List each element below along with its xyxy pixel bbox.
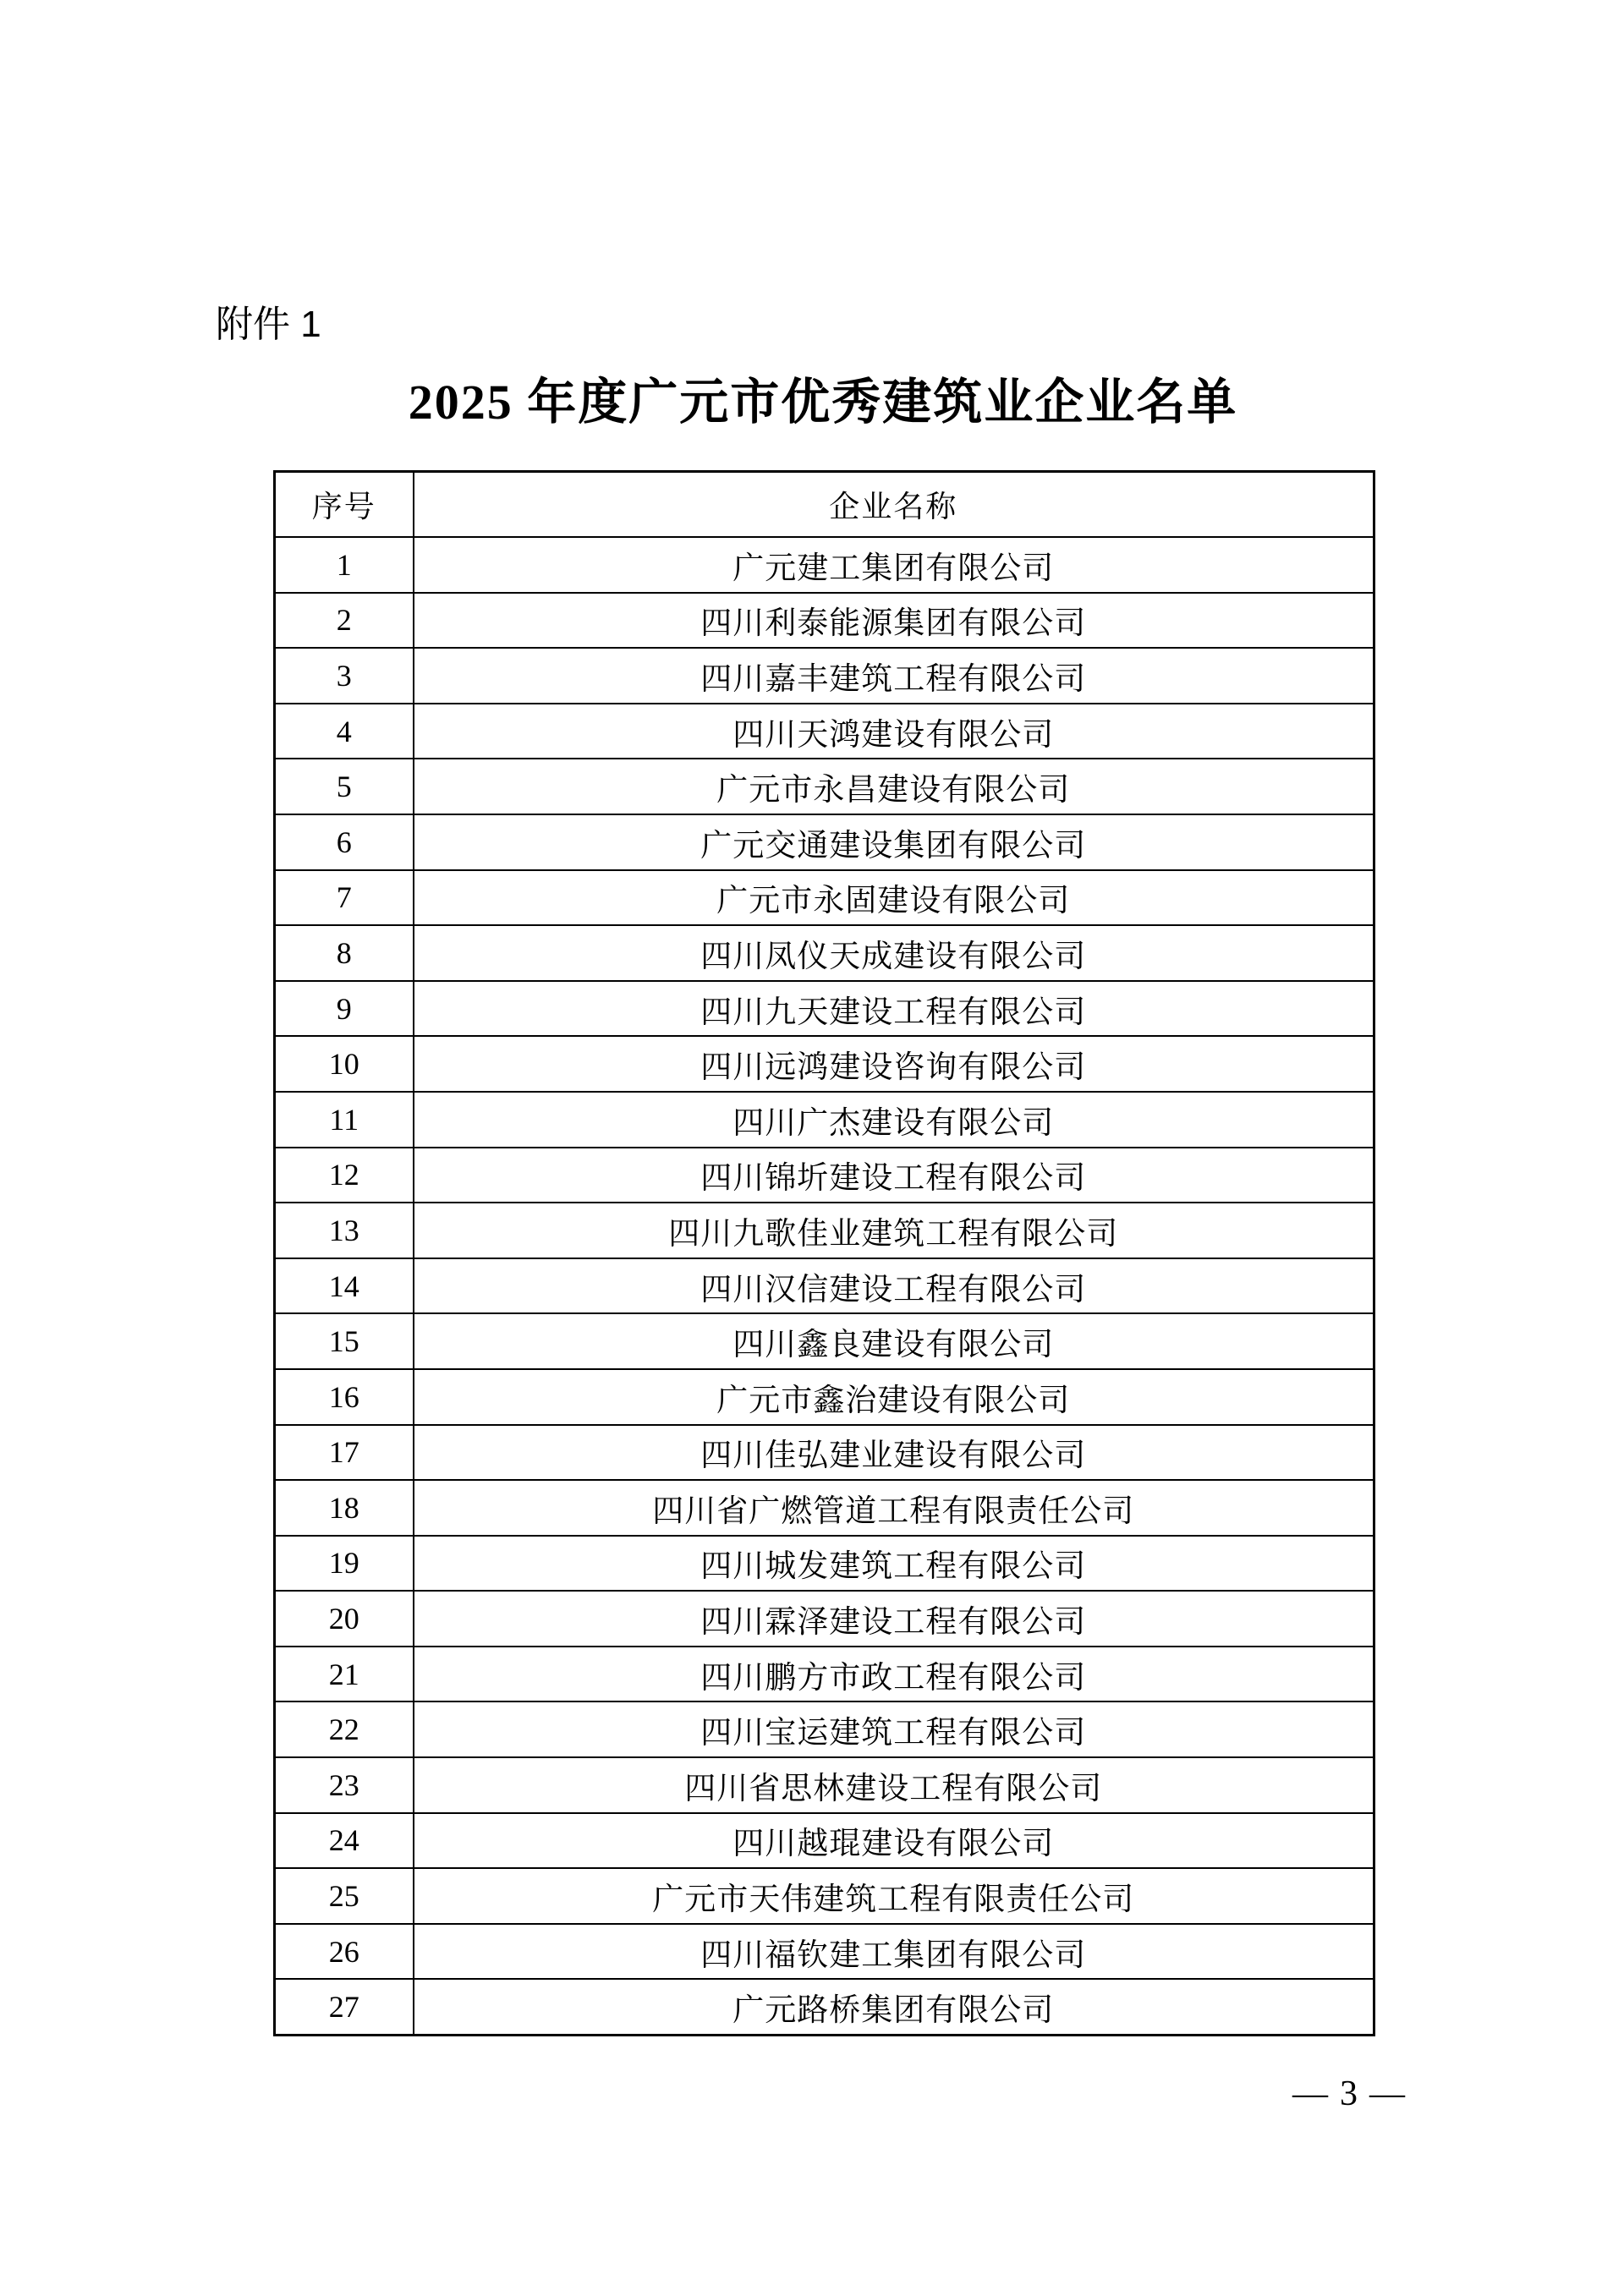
table-header-row (275, 472, 1374, 538)
footer-page-number: 3 (1340, 2074, 1358, 2113)
table-row (275, 537, 1374, 593)
company-name-cell: 广元市永固建设有限公司 (414, 870, 1374, 926)
row-index-cell: 17 (275, 1425, 414, 1481)
row-index-cell: 23 (275, 1757, 414, 1813)
table-row (275, 1258, 1374, 1314)
table-row (275, 1092, 1374, 1148)
company-name-cell: 四川省广燃管道工程有限责任公司 (414, 1480, 1374, 1536)
company-name-cell: 四川九歌佳业建筑工程有限公司 (414, 1203, 1374, 1258)
footer-dash-left: — (1292, 2074, 1328, 2113)
company-name-cell: 广元路桥集团有限公司 (414, 1979, 1374, 2035)
row-index-cell: 9 (275, 981, 414, 1037)
row-index-cell: 12 (275, 1148, 414, 1203)
company-name-cell: 四川福钦建工集团有限公司 (414, 1924, 1374, 1980)
company-name-cell: 四川锦圻建设工程有限公司 (414, 1148, 1374, 1203)
company-name-cell: 四川省思林建设工程有限公司 (414, 1757, 1374, 1813)
row-index-cell: 8 (275, 925, 414, 981)
page-footer (1292, 2074, 1405, 2114)
row-index-cell: 21 (275, 1647, 414, 1702)
company-name-cell: 四川九天建设工程有限公司 (414, 981, 1374, 1037)
table-row (275, 981, 1374, 1037)
company-table-body (275, 537, 1374, 2036)
row-index-cell: 11 (275, 1092, 414, 1148)
company-name-cell: 四川凤仪天成建设有限公司 (414, 925, 1374, 981)
row-index-cell: 27 (275, 1979, 414, 2035)
company-name-cell: 四川佳弘建业建设有限公司 (414, 1425, 1374, 1481)
table-row (275, 1979, 1374, 2035)
company-name-cell: 四川嘉丰建筑工程有限公司 (414, 648, 1374, 704)
row-index-cell: 3 (275, 648, 414, 704)
row-index-cell: 13 (275, 1203, 414, 1258)
page-title: 2025 年度广元市优秀建筑业企业名单 (408, 375, 1238, 430)
company-name-cell: 四川天鸿建设有限公司 (414, 704, 1374, 759)
table-row (275, 925, 1374, 981)
table-row (275, 1647, 1374, 1702)
table-row (275, 1536, 1374, 1592)
table-row (275, 1813, 1374, 1869)
company-name-cell: 广元市天伟建筑工程有限责任公司 (414, 1868, 1374, 1924)
company-name-cell: 四川鑫良建设有限公司 (414, 1313, 1374, 1369)
company-name-cell: 四川越琨建设有限公司 (414, 1813, 1374, 1869)
row-index-cell: 18 (275, 1480, 414, 1536)
table-row (275, 870, 1374, 926)
row-index-cell: 2 (275, 593, 414, 649)
company-name-cell: 四川汉信建设工程有限公司 (414, 1258, 1374, 1314)
row-index-cell: 14 (275, 1258, 414, 1314)
table-row (275, 1868, 1374, 1924)
row-index-cell: 26 (275, 1924, 414, 1980)
table-row (275, 1036, 1374, 1092)
table-row (275, 1369, 1374, 1425)
company-name-cell: 四川广杰建设有限公司 (414, 1092, 1374, 1148)
table-row (275, 1591, 1374, 1647)
row-index-cell: 20 (275, 1591, 414, 1647)
table-row (275, 814, 1374, 870)
company-name-cell: 四川霖泽建设工程有限公司 (414, 1591, 1374, 1647)
company-name-cell: 四川远鸿建设咨询有限公司 (414, 1036, 1374, 1092)
table-row (275, 759, 1374, 814)
table-row (275, 1203, 1374, 1258)
company-name-cell: 四川鹏方市政工程有限公司 (414, 1647, 1374, 1702)
company-name-cell: 广元交通建设集团有限公司 (414, 814, 1374, 870)
table-row (275, 1924, 1374, 1980)
row-index-cell: 19 (275, 1536, 414, 1592)
table-row (275, 1425, 1374, 1481)
company-name-cell: 广元市永昌建设有限公司 (414, 759, 1374, 814)
row-index-cell: 5 (275, 759, 414, 814)
companies-table (273, 470, 1375, 2036)
row-index-cell: 6 (275, 814, 414, 870)
row-index-cell: 25 (275, 1868, 414, 1924)
row-index-cell: 22 (275, 1701, 414, 1757)
row-index-cell: 1 (275, 537, 414, 593)
company-name-cell: 广元市鑫治建设有限公司 (414, 1369, 1374, 1425)
table-row (275, 1757, 1374, 1813)
row-index-cell: 10 (275, 1036, 414, 1092)
table-row (275, 648, 1374, 704)
company-name-cell: 四川宝运建筑工程有限公司 (414, 1701, 1374, 1757)
table-row (275, 593, 1374, 649)
header-cell-company-name: 企业名称 (414, 472, 1374, 538)
header-cell-index: 序号 (275, 472, 414, 538)
company-name-cell: 四川利泰能源集团有限公司 (414, 593, 1374, 649)
table-row (275, 1313, 1374, 1369)
row-index-cell: 15 (275, 1313, 414, 1369)
row-index-cell: 4 (275, 704, 414, 759)
company-name-cell: 四川城发建筑工程有限公司 (414, 1536, 1374, 1592)
footer-dash-right: — (1369, 2074, 1405, 2113)
table-row (275, 1480, 1374, 1536)
row-index-cell: 7 (275, 870, 414, 926)
row-index-cell: 24 (275, 1813, 414, 1869)
table-row (275, 1148, 1374, 1203)
attachment-label: 附件 1 (216, 304, 321, 345)
table-row (275, 1701, 1374, 1757)
company-name-cell: 广元建工集团有限公司 (414, 537, 1374, 593)
row-index-cell: 16 (275, 1369, 414, 1425)
table-row (275, 704, 1374, 759)
